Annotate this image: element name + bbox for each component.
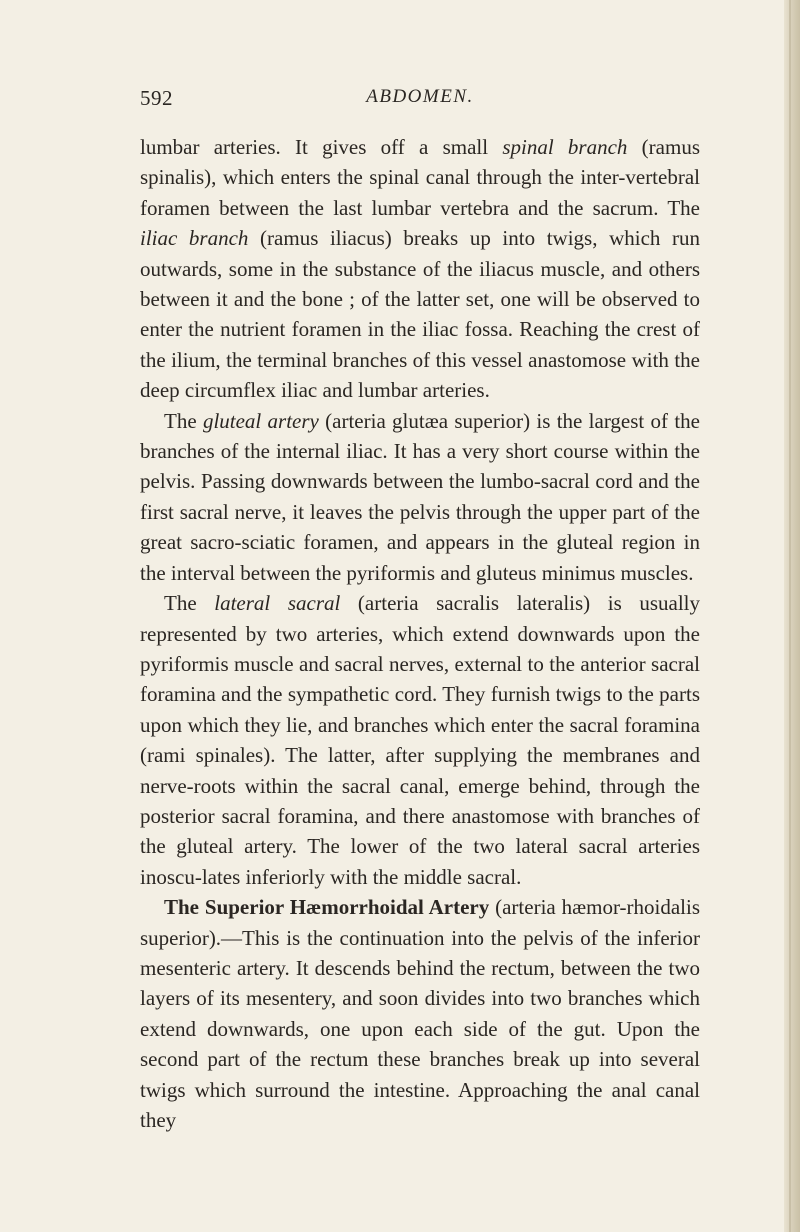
page-header	[140, 86, 700, 116]
heading-superior-haemorrhoidal-artery: The Superior Hæmorrhoidal Artery	[164, 895, 490, 920]
term-spinal-branch: spinal branch	[502, 135, 628, 159]
paragraph-gluteal-artery	[140, 406, 700, 588]
text-run: The	[164, 591, 215, 616]
page-binding-edge	[784, 0, 800, 1232]
text-run: (ramus iliacus) breaks up into twigs, which run outwards, some in the substance of the iliacus muscle, and others between it and the bone ; of the latter set, one will be observed to enter the nutrient foramen in the iliac fossa. Reaching the crest of the ilium, the terminal branches of this vessel anastomose with the deep circumflex iliac and lumbar arteries.	[140, 226, 700, 403]
text-run: The	[164, 408, 203, 433]
term-iliac-branch: iliac branch	[140, 226, 249, 251]
term-lateral-sacral: lateral sacral	[214, 591, 341, 616]
text-run: (arteria sacralis lateralis) is usually represented by two arteries, which extend downwards upon the pyriformis muscle and sacral nerves, external to the anterior sacral foramina and the sympathetic cord. They furnish twigs to the parts upon which they lie, and branches which enter the sacral foramina (rami spinales). The latter, after supplying the membranes and nerve-roots within the sacral canal, emerge behind, through the posterior sacral foramina, and there anastomose with branches of the gluteal artery. The lower of the two lateral sacral arteries inoscu-lates inferiorly with the middle sacral.	[140, 591, 700, 889]
paragraph-iliolumbar-continuation	[140, 132, 700, 406]
text-run: lumbar arteries. It gives off a small	[140, 135, 503, 159]
page-number: 592	[140, 86, 173, 110]
paragraph-superior-haemorrhoidal	[140, 892, 700, 1135]
text-run: (arteria hæmor-rhoidalis superior).—This is the continuation into the pelvis of the inferior mesenteric artery. It descends behind the rectum, between the two layers of its mesentery, and soon divides into two branches which extend downwards, one upon each side of the gut. Upon the second part of the rectum these branches break up into several twigs which surround the intestine. Approaching the anal canal they	[140, 895, 700, 1132]
running-head: ABDOMEN.	[366, 86, 474, 107]
text-run: (arteria glutæa superior) is the largest of the branches of the internal iliac. It has a very short course within the pelvis. Passing downwards between the lumbo-sacral cord and the first sacral nerve, it leaves the pelvis through the upper part of the great sacro-sciatic foramen, and appears in the gluteal region in the interval between the pyriformis and gluteus minimus muscles.	[140, 408, 700, 585]
text-run: (ramus spinalis), which enters the spinal canal through the inter-vertebral foramen between the last lumbar vertebra and the sacrum. The	[140, 135, 700, 220]
paragraph-lateral-sacral	[140, 588, 700, 892]
term-gluteal-artery: gluteal artery	[202, 408, 319, 433]
body-text	[140, 132, 700, 1135]
